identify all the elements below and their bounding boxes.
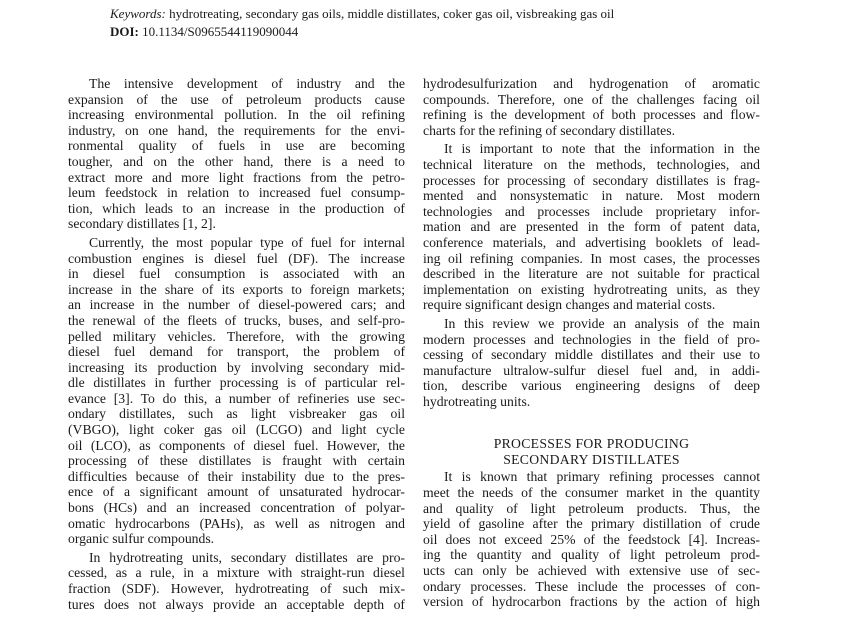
right-column bbox=[423, 76, 760, 613]
text-line: increase in the share of its exports to foreign markets; bbox=[68, 281, 405, 297]
text-line: described in the literature are not suitable for practical bbox=[423, 266, 760, 282]
text-line: (VBGO), light coker gas oil (LCGO) and light cycle bbox=[68, 422, 405, 438]
text-line: mation and are presented in the form of patent data, bbox=[423, 219, 760, 235]
paragraph bbox=[423, 141, 760, 313]
paragraph bbox=[68, 235, 405, 547]
keywords-line bbox=[110, 6, 614, 22]
text-line: technologies and processes include proprietary infor- bbox=[423, 203, 760, 219]
text-line: require significant design changes and material costs. bbox=[423, 297, 716, 313]
text-line: Currently, the most popular type of fuel for internal bbox=[89, 234, 405, 250]
text-line: evance [3]. To do this, a number of refineries use sec- bbox=[68, 390, 405, 406]
paragraph bbox=[423, 316, 760, 410]
text-line: the renewal of the fleets of trucks, buses, and self-pro- bbox=[68, 312, 405, 328]
text-line: fraction (SDF). However, hydrotreating of such mix- bbox=[68, 581, 405, 596]
text-line: an increase in the number of diesel-powered cars; and bbox=[68, 297, 405, 313]
text-line: hydrotreating units. bbox=[423, 393, 531, 409]
text-line: ucts can only be achieved with extensive use of sec- bbox=[423, 563, 760, 579]
paragraph bbox=[423, 469, 760, 609]
paragraph bbox=[68, 76, 405, 232]
text-line: oil does not exceed 25% of the feedstock [4]. Increas- bbox=[423, 531, 760, 547]
text-line: mented and nonsystematic in nature. Most modern bbox=[423, 188, 760, 204]
text-line: compounds. Therefore, one of the challenges facing oil bbox=[423, 91, 760, 107]
text-line: ondary distillates, such as light visbreaker gas oil bbox=[68, 406, 405, 422]
text-line: organic sulfur compounds. bbox=[68, 531, 215, 547]
text-line: oil (LCO), as components of diesel fuel. However, the bbox=[68, 437, 405, 453]
text-line: implementation on existing hydrotreating units, as they bbox=[423, 281, 760, 297]
text-line: diesel fuel demand for transport, the problem of bbox=[68, 344, 405, 360]
text-line: ronmental quality of fuels in use are becoming bbox=[68, 138, 405, 154]
text-line: difficulties because of their instability due to the pres- bbox=[68, 468, 405, 484]
text-line: increasing its production by involving secondary mid- bbox=[68, 359, 405, 375]
section-heading-line: PROCESSES FOR PRODUCING bbox=[493, 436, 690, 452]
text-line: In hydrotreating units, secondary distillates are pro- bbox=[89, 549, 405, 565]
text-line: increasing environmental pollution. In the oil refining bbox=[68, 107, 405, 123]
text-line: hydrodesulfurization and hydrogenation of aromatic bbox=[423, 76, 760, 91]
text-line: tion, which leads to an increase in the production of bbox=[68, 200, 405, 216]
text-line: and quality of light petroleum products. Thus, the bbox=[423, 500, 760, 516]
doi-value[interactable]: 10.1134/S0965544119090044 bbox=[142, 24, 299, 39]
text-line: pelled military vehicles. Therefore, with the growing bbox=[68, 328, 405, 344]
text-line: charts for the refining of secondary distillates. bbox=[423, 122, 675, 138]
text-line: yield of gasoline after the primary distillation of crude bbox=[423, 516, 760, 532]
paragraph bbox=[68, 550, 405, 612]
text-line: ing the quantity and quality of light petroleum prod- bbox=[423, 547, 760, 563]
text-line: ondary processes. These include the processes of con- bbox=[423, 578, 760, 594]
section-heading bbox=[423, 436, 760, 468]
text-line: manufacture ultralow-sulfur diesel fuel and, in addi- bbox=[423, 362, 760, 378]
text-line: cessing of secondary middle distillates and their use to bbox=[423, 347, 760, 363]
text-line: In this review we provide an analysis of the main bbox=[444, 315, 760, 331]
keywords-label: Keywords: bbox=[110, 6, 166, 21]
text-line: expansion of the use of petroleum products cause bbox=[68, 91, 405, 107]
text-line: processes for processing of secondary distillates is frag- bbox=[423, 172, 760, 188]
keywords-text: hydrotreating, secondary gas oils, middle distillates, coker gas oil, visbreaking gas oil bbox=[169, 6, 615, 21]
text-line: combustion engines is diesel fuel (DF). The increase bbox=[68, 250, 405, 266]
section-heading-line: SECONDARY DISTILLATES bbox=[503, 452, 680, 468]
text-line: processing of these distillates is fraught with certain bbox=[68, 453, 405, 469]
doi-line bbox=[110, 24, 298, 40]
text-line: conference materials, and advertising booklets of lead- bbox=[423, 234, 760, 250]
text-line: ing oil refining companies. In most cases, the processes bbox=[423, 250, 760, 266]
text-line: refining is the development of both processes and flow- bbox=[423, 107, 760, 123]
doi-label: DOI: bbox=[110, 24, 139, 39]
text-line: tures does not always provide an acceptable depth of bbox=[68, 596, 405, 612]
text-line: cessed, as a rule, in a mixture with straight-run diesel bbox=[68, 565, 405, 581]
text-line: tion, describe various engineering designs of deep bbox=[423, 378, 760, 394]
text-line: modern processes and technologies in the field of pro- bbox=[423, 331, 760, 347]
text-line: in diesel fuel consumption is associated with an bbox=[68, 266, 405, 282]
text-line: It is important to note that the information in the bbox=[444, 141, 760, 157]
text-line: The intensive development of industry and the bbox=[89, 76, 405, 91]
text-line: ence of a significant amount of unsaturated hydrocar- bbox=[68, 484, 405, 500]
text-line: It is known that primary refining processes cannot bbox=[444, 469, 760, 485]
text-line: meet the needs of the consumer market in the quantity bbox=[423, 485, 760, 501]
text-line: bons (HCs) and an increased concentration of polyar- bbox=[68, 500, 405, 516]
paragraph bbox=[423, 76, 760, 138]
text-line: dle distillates in further processing is of particular rel- bbox=[68, 375, 405, 391]
text-line: industry, on one hand, the requirements for the envi- bbox=[68, 122, 405, 138]
text-line: leum feedstock in relation to increased fuel consump- bbox=[68, 185, 405, 201]
text-line: secondary distillates [1, 2]. bbox=[68, 216, 216, 232]
text-line: tougher, and on the other hand, there is a need to bbox=[68, 153, 405, 169]
text-line: technical literature on the methods, technologies, and bbox=[423, 156, 760, 172]
text-line: extract more and more light fractions from the petro- bbox=[68, 169, 405, 185]
text-line: omatic hydrocarbons (PAHs), as well as nitrogen and bbox=[68, 515, 405, 531]
left-column bbox=[68, 76, 405, 615]
text-line: version of hydrocarbon fractions by the action of high bbox=[423, 594, 760, 610]
